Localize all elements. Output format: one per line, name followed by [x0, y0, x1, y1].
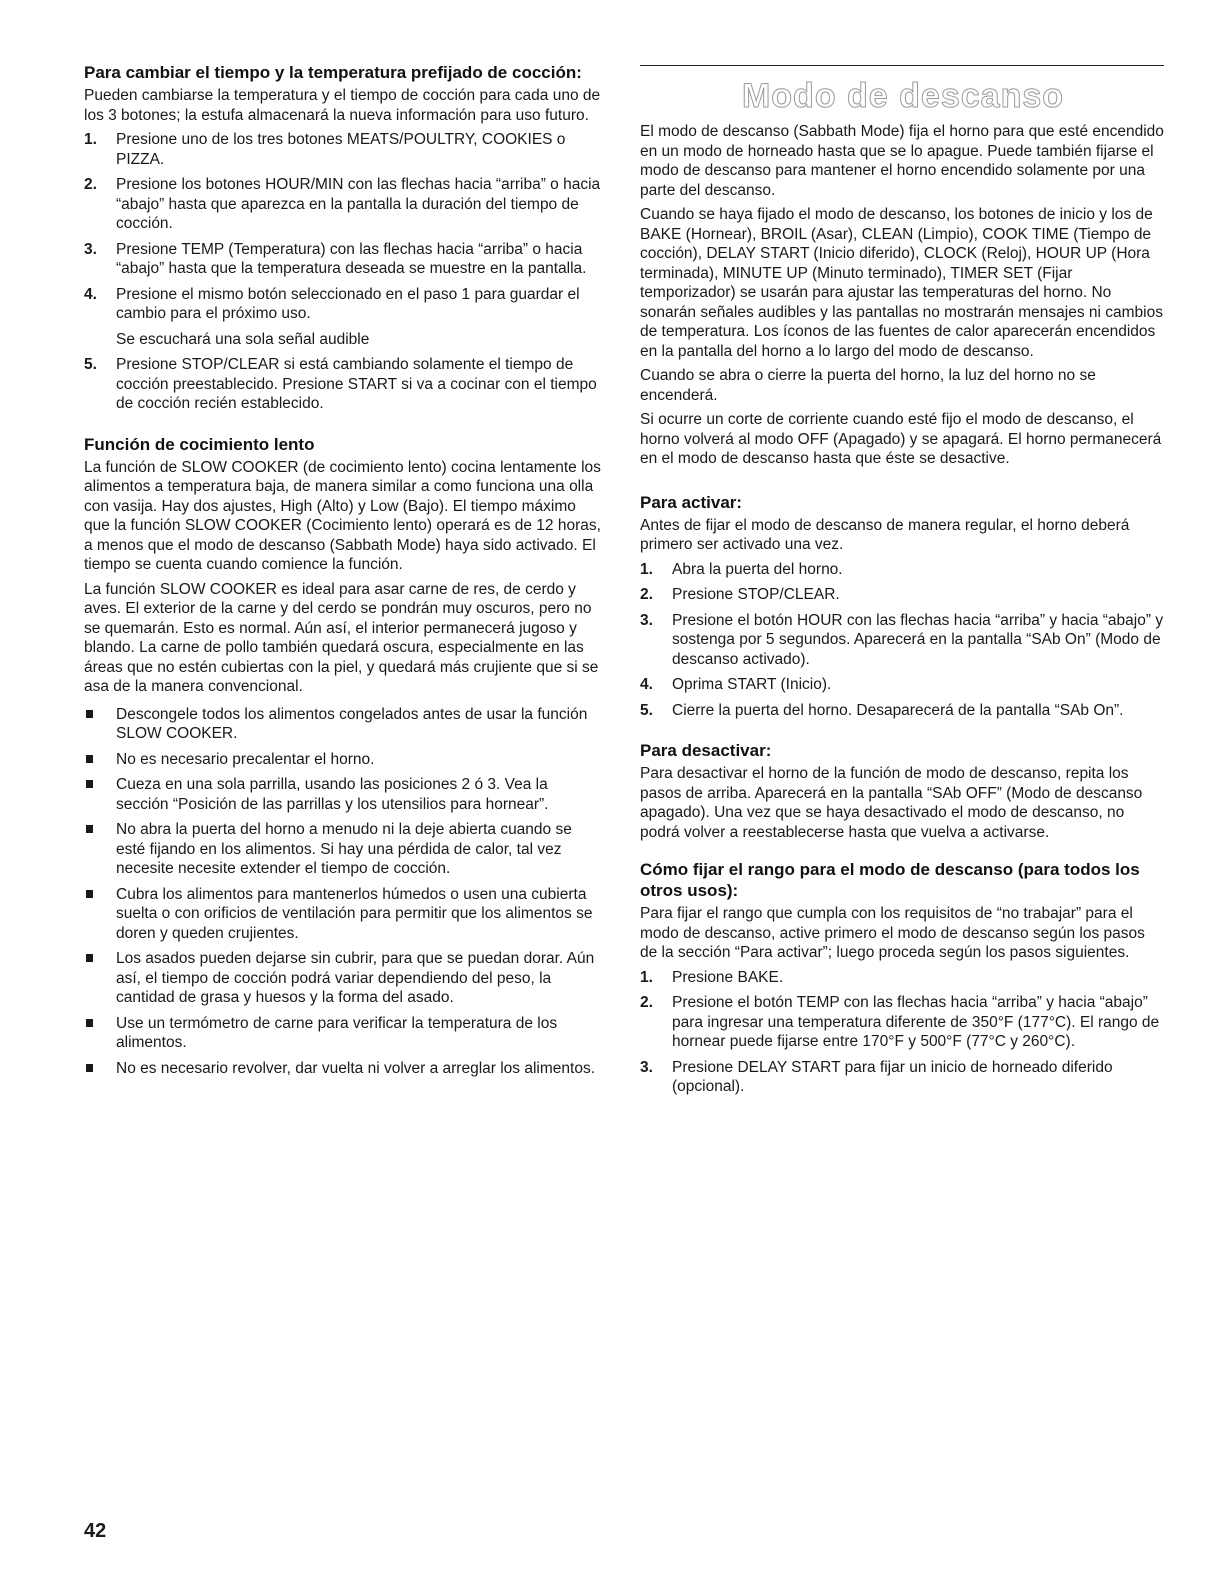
sabbath-intro-2: Cuando se haya fijado el modo de descanso, los botones de inicio y los de BAKE (Hornear), BROIL (Asar), CLEAN (Limpio), COOK TIME (Tiempo de cocción), DELAY START (Inicio diferido), CLOCK (Reloj), HOUR UP (Hora terminada), MINUTE UP (Minuto terminado), TIMER SET (Fijar temporizador) se usarán para ajustar las temperaturas del horno. No sonarán señales audibles y las pantallas no mostrarán mensajes ni cambios de temperatura. Los íconos de las fuentes de calor aparecerán encendidos en la pantalla del horno a lo largo del modo de descanso.	[640, 206, 1163, 360]
step-text: Presione uno de los tres botones MEATS/POULTRY, COOKIES o PIZZA.	[116, 131, 566, 168]
list-item	[640, 611, 1166, 670]
step-note: Se escuchará una sola señal audible	[116, 330, 370, 348]
list-item	[640, 1058, 1166, 1097]
activate-heading: Para activar:	[640, 492, 743, 512]
step-number: 3.	[640, 1058, 653, 1076]
list-item	[640, 560, 1166, 580]
list-item	[84, 285, 602, 350]
change-preset-intro: Pueden cambiarse la temperatura y el tiempo de cocción para cada uno de los 3 botones; la estufa almacenará la nueva información para uso futuro.	[84, 87, 601, 124]
step-number: 4.	[84, 285, 97, 303]
slow-cook-bullets	[84, 705, 602, 1079]
range-heading: Cómo fijar el rango para el modo de descanso (para todos los otros usos):	[640, 860, 1140, 900]
right-column	[640, 122, 1166, 1105]
bullet-icon	[86, 890, 93, 898]
range-steps	[640, 968, 1166, 1097]
bullet-text: Use un termómetro de carne para verificar la temperatura de los alimentos.	[116, 1014, 558, 1051]
change-preset-heading: Para cambiar el tiempo y la temperatura prefijado de cocción:	[84, 63, 582, 82]
sabbath-intro-1: El modo de descanso (Sabbath Mode) fija el horno para que esté encendido en un modo de horneado hasta que se lo apague. Puede también fijarse el modo de descanso para mantener el horno encendido solamente por una parte del descanso.	[640, 123, 1164, 199]
step-text: Presione los botones HOUR/MIN con las flechas hacia “arriba” o hacia “abajo” hasta que aparezca en la pantalla la duración del tiempo de cocción.	[116, 176, 601, 232]
bullet-text: Los asados pueden dejarse sin cubrir, para que se puedan dorar. Aún así, el tiempo de cocción podrá variar dependiendo del peso, la cantidad de grasa y huesos y la forma del asado.	[116, 950, 595, 1006]
slow-cook-heading: Función de cocimiento lento	[84, 434, 315, 454]
bullet-icon	[86, 825, 93, 833]
step-text: Presione el botón TEMP con las flechas hacia “arriba” y hacia “abajo” para ingresar una temperatura diferente de 350°F (177°C). El rango de hornear puede fijarse entre 170°F y 500°F (77°C y 260°C).	[672, 994, 1160, 1050]
step-number: 1.	[640, 560, 653, 578]
step-text: Abra la puerta del horno.	[672, 560, 843, 578]
step-number: 4.	[640, 676, 653, 693]
list-item	[84, 175, 602, 234]
step-number: 1.	[84, 131, 97, 148]
slow-cook-para-2: La función SLOW COOKER es ideal para asar carne de res, de cerdo y aves. El exterior de la carne y del cerdo se pondrán muy oscuros, pero no se quemarán. Esto es normal. Aún así, el interior permanecerá jugoso y blando. La carne de pollo también quedará oscura, especialmente en las áreas que no estén cubiertas con la piel, y quedará más crujiente que si se asa de la manera convencional.	[84, 580, 599, 695]
step-text: Oprima START (Inicio).	[672, 676, 832, 693]
step-number: 5.	[84, 356, 97, 373]
list-item	[84, 705, 602, 744]
bullet-icon	[86, 755, 93, 763]
range-intro: Para fijar el rango que cumpla con los requisitos de “no trabajar” para el modo de descanso, active primero el modo de descanso según los pasos de la sección “Para activar”; luego proceda según los pasos siguientes.	[640, 905, 1145, 961]
list-item	[640, 675, 1166, 695]
list-item	[84, 775, 602, 814]
step-text: Presione DELAY START para fijar un inicio de horneado diferido (opcional).	[672, 1058, 1113, 1095]
change-preset-steps	[84, 130, 602, 414]
list-item	[84, 1059, 602, 1079]
section-rule	[640, 65, 1164, 66]
bullet-icon	[86, 954, 93, 962]
list-item	[84, 355, 602, 414]
page-number: 42	[84, 1520, 107, 1542]
deactivate-text: Para desactivar el horno de la función de modo de descanso, repita los pasos de arriba. Aparecerá en la pantalla “SAb OFF” (Modo de descanso apagado). Una vez que se haya desactivado el modo de descanso, no podrá volver a reestablecerse hasta que vuelva a activarse.	[640, 765, 1143, 841]
step-text: Presione TEMP (Temperatura) con las flechas hacia “arriba” o hacia “abajo” hasta que la temperatura deseada se muestre en la pantalla.	[116, 240, 587, 277]
list-item	[640, 993, 1166, 1052]
list-item	[640, 585, 1166, 605]
step-number: 3.	[84, 240, 97, 258]
bullet-text: No es necesario precalentar el horno.	[116, 750, 375, 768]
list-item	[84, 885, 602, 944]
section-title: Modo de descanso	[741, 77, 1065, 115]
left-column	[84, 62, 602, 1086]
step-text: Presione STOP/CLEAR si está cambiando solamente el tiempo de cocción preestablecido. Presione START si va a cocinar con el tiempo de cocción recién establecido.	[116, 356, 597, 412]
list-item	[84, 949, 602, 1008]
step-text: Presione el mismo botón seleccionado en el paso 1 para guardar el cambio para el próximo uso.	[116, 285, 580, 322]
step-number: 2.	[640, 586, 653, 603]
bullet-text: No abra la puerta del horno a menudo ni la deje abierta cuando se esté fijando en los alimentos. Si hay una pérdida de calor, tal vez necesite necesite extender el tiempo de cocción.	[116, 821, 572, 877]
list-item	[84, 130, 602, 169]
bullet-text: Cueza en una sola parrilla, usando las posiciones 2 ó 3. Vea la sección “Posición de las parrillas y los utensilios para hornear”.	[116, 776, 549, 813]
step-text: Presione el botón HOUR con las flechas hacia “arriba” y hacia “abajo” y sostenga por 5 segundos. Aparecerá en la pantalla “SAb On” (Modo de descanso activado).	[672, 611, 1164, 668]
step-number: 1.	[640, 968, 653, 986]
step-number: 2.	[84, 176, 97, 193]
activate-steps	[640, 560, 1166, 721]
step-text: Presione BAKE.	[672, 968, 784, 986]
bullet-text: Cubra los alimentos para mantenerlos húmedos o usen una cubierta suelta o con orificios de ventilación para permitir que los alimentos se doren y queden crujientes.	[116, 885, 593, 942]
list-item	[84, 1014, 602, 1053]
step-text: Presione STOP/CLEAR.	[672, 586, 840, 603]
list-item	[84, 750, 602, 770]
step-number: 2.	[640, 994, 653, 1011]
bullet-text: No es necesario revolver, dar vuelta ni volver a arreglar los alimentos.	[116, 1059, 596, 1077]
bullet-icon	[86, 780, 93, 788]
step-number: 5.	[640, 701, 653, 719]
list-item	[640, 701, 1166, 721]
slow-cook-para-1: La función de SLOW COOKER (de cocimiento lento) cocina lentamente los alimentos a temperatura baja, de manera similar a como funciona una olla con vasija. Hay dos ajustes, High (Alto) y Low (Bajo). El tiempo máximo que la función SLOW COOKER (Cocimiento lento) operará es de 12 horas, a menos que el modo de descanso (Sabbath Mode) haya sido activado. El tiempo se cuenta cuando comience la función.	[84, 458, 601, 573]
list-item	[84, 240, 602, 279]
bullet-icon	[86, 1019, 93, 1027]
step-number: 3.	[640, 611, 653, 629]
activate-intro: Antes de fijar el modo de descanso de manera regular, el horno deberá primero ser activado una vez.	[640, 516, 1130, 553]
deactivate-heading: Para desactivar:	[640, 741, 772, 760]
sabbath-intro-4: Si ocurre un corte de corriente cuando esté fijo el modo de descanso, el horno volverá al modo OFF (Apagado) y se apagará. El horno permanecerá en el modo de descanso hasta que éste se desactive.	[640, 411, 1162, 467]
list-item	[84, 820, 602, 879]
bullet-icon	[86, 710, 93, 718]
list-item	[640, 968, 1166, 988]
step-text: Cierre la puerta del horno. Desaparecerá de la pantalla “SAb On”.	[672, 701, 1124, 719]
bullet-icon	[86, 1064, 93, 1072]
sabbath-intro-3: Cuando se abra o cierre la puerta del horno, la luz del horno no se encenderá.	[640, 367, 1096, 404]
bullet-text: Descongele todos los alimentos congelados antes de usar la función SLOW COOKER.	[116, 705, 588, 742]
